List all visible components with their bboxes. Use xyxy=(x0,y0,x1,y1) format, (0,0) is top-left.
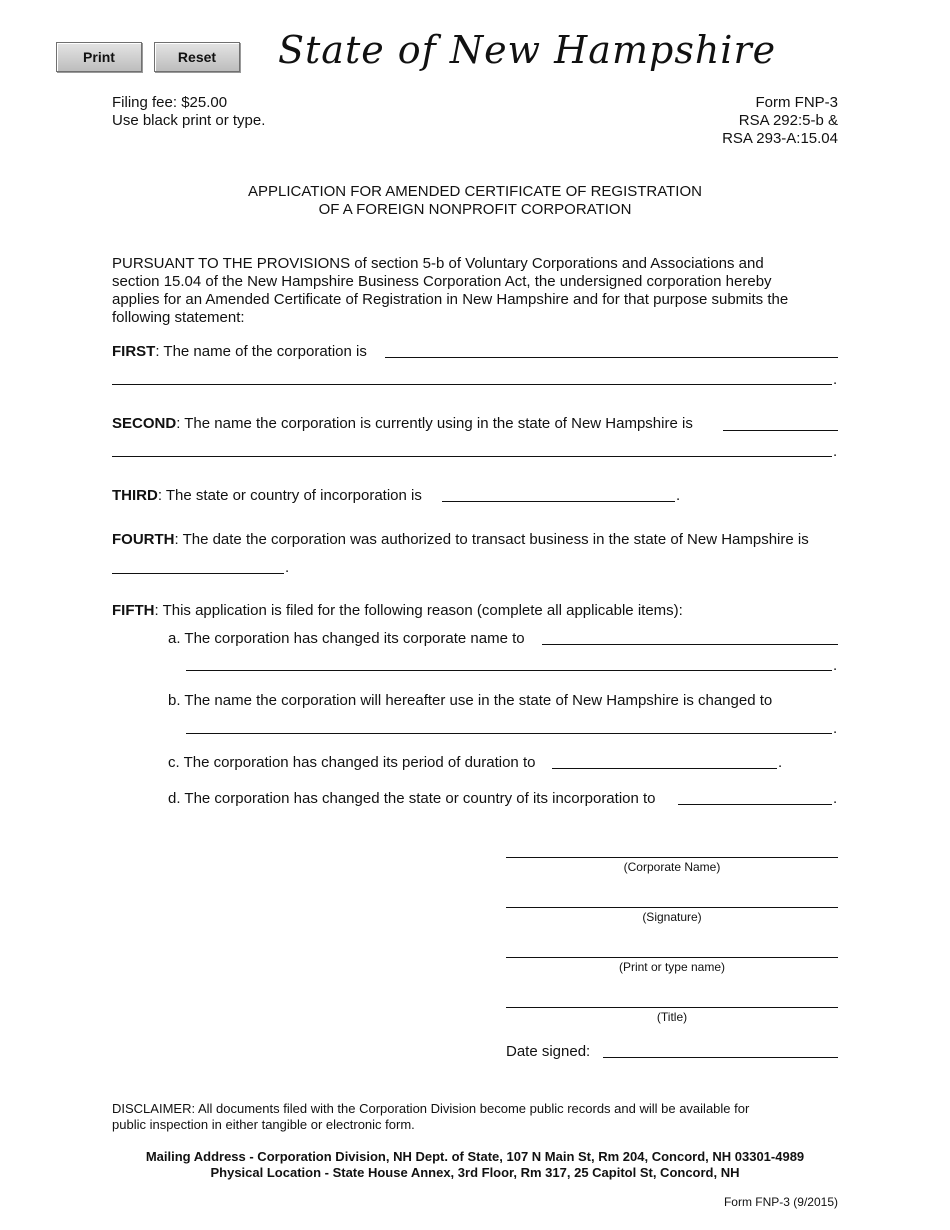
fifth-item-c: c. The corporation has changed its period of duration to xyxy=(168,754,536,771)
third-statement xyxy=(112,487,422,505)
first-text: : The name of the corporation is xyxy=(155,343,367,360)
period: . xyxy=(778,754,783,771)
fourth-label: FOURTH xyxy=(112,531,175,548)
first-label: FIRST xyxy=(112,343,156,360)
mailing-address: Mailing Address - Corporation Division, NH Dept. of State, 107 N Main St, Rm 204, Concord, NH 03301-4989 xyxy=(145,1149,805,1164)
item-a-field-line1[interactable] xyxy=(542,644,838,645)
fifth-item-d: d. The corporation has changed the state or country of its incorporation to xyxy=(168,790,656,807)
disclaimer-line1: DISCLAIMER: All documents filed with the Corporation Division become public records and will be available for xyxy=(112,1101,750,1116)
reset-button[interactable]: Reset xyxy=(154,42,240,72)
fifth-item-b: b. The name the corporation will hereafter use in the state of New Hampshire is changed to xyxy=(168,692,773,709)
item-b-field[interactable] xyxy=(186,733,832,734)
title-field[interactable] xyxy=(506,1007,838,1008)
print-button[interactable]: Print xyxy=(56,42,142,72)
filing-fee: Filing fee: $25.00 xyxy=(112,94,228,111)
item-d-field[interactable] xyxy=(678,804,832,805)
intro-line2: section 15.04 of the New Hampshire Business Corporation Act, the undersigned corporation hereby xyxy=(112,273,772,290)
period: . xyxy=(285,559,290,576)
fifth-statement xyxy=(112,602,683,620)
period: . xyxy=(833,790,838,807)
first-field-line2[interactable] xyxy=(112,384,832,385)
physical-location: Physical Location - State House Annex, 3rd Floor, Rm 317, 25 Capitol St, Concord, NH xyxy=(210,1165,740,1180)
title-label: (Title) xyxy=(656,1010,688,1024)
fourth-text: : The date the corporation was authorized to transact business in the state of New Hampshire is xyxy=(174,531,809,548)
date-signed-field[interactable] xyxy=(603,1057,838,1058)
second-field-line1[interactable] xyxy=(723,430,838,431)
intro-line4: following statement: xyxy=(112,309,245,326)
period: . xyxy=(833,371,838,388)
fourth-statement xyxy=(112,531,809,549)
print-name-label: (Print or type name) xyxy=(618,960,726,974)
second-statement xyxy=(112,415,693,433)
disclaimer-line2: public inspection in either tangible or electronic form. xyxy=(112,1117,415,1132)
fifth-item-a: a. The corporation has changed its corporate name to xyxy=(168,630,525,647)
signature-field[interactable] xyxy=(506,907,838,908)
rsa-ref-2: RSA 293-A:15.04 xyxy=(722,130,838,147)
item-c-field[interactable] xyxy=(552,768,777,769)
period: . xyxy=(676,487,681,504)
third-text: : The state or country of incorporation is xyxy=(157,487,422,504)
intro-line3: applies for an Amended Certificate of Registration in New Hampshire and for that purpose submits the xyxy=(112,291,789,308)
form-id: Form FNP-3 xyxy=(755,94,838,111)
intro-line1: PURSUANT TO THE PROVISIONS of section 5-b of Voluntary Corporations and Associations and xyxy=(112,255,764,272)
third-label: THIRD xyxy=(112,487,158,504)
form-title-line2: OF A FOREIGN NONPROFIT CORPORATION xyxy=(318,201,632,218)
signature-label: (Signature) xyxy=(642,910,702,924)
third-field[interactable] xyxy=(442,501,675,502)
date-signed-label: Date signed: xyxy=(506,1043,591,1060)
corporate-name-label: (Corporate Name) xyxy=(623,860,721,874)
rsa-ref-1: RSA 292:5-b & xyxy=(738,112,838,129)
instructions: Use black print or type. xyxy=(112,112,266,129)
fourth-field[interactable] xyxy=(112,573,284,574)
first-statement xyxy=(112,343,367,361)
second-text: : The name the corporation is currently using in the state of New Hampshire is xyxy=(176,415,693,432)
corporate-name-field[interactable] xyxy=(506,857,838,858)
second-label: SECOND xyxy=(112,415,177,432)
period: . xyxy=(833,657,838,674)
state-title: State of New Hampshire xyxy=(278,28,777,72)
print-name-field[interactable] xyxy=(506,957,838,958)
form-version: Form FNP-3 (9/2015) xyxy=(723,1195,838,1209)
period: . xyxy=(833,720,838,737)
fifth-text: : This application is filed for the following reason (complete all applicable items): xyxy=(154,602,683,619)
first-field-line1[interactable] xyxy=(385,357,838,358)
fifth-label: FIFTH xyxy=(112,602,155,619)
second-field-line2[interactable] xyxy=(112,456,832,457)
item-a-field-line2[interactable] xyxy=(186,670,832,671)
form-title-line1: APPLICATION FOR AMENDED CERTIFICATE OF REGISTRATION xyxy=(248,183,702,200)
period: . xyxy=(833,443,838,460)
